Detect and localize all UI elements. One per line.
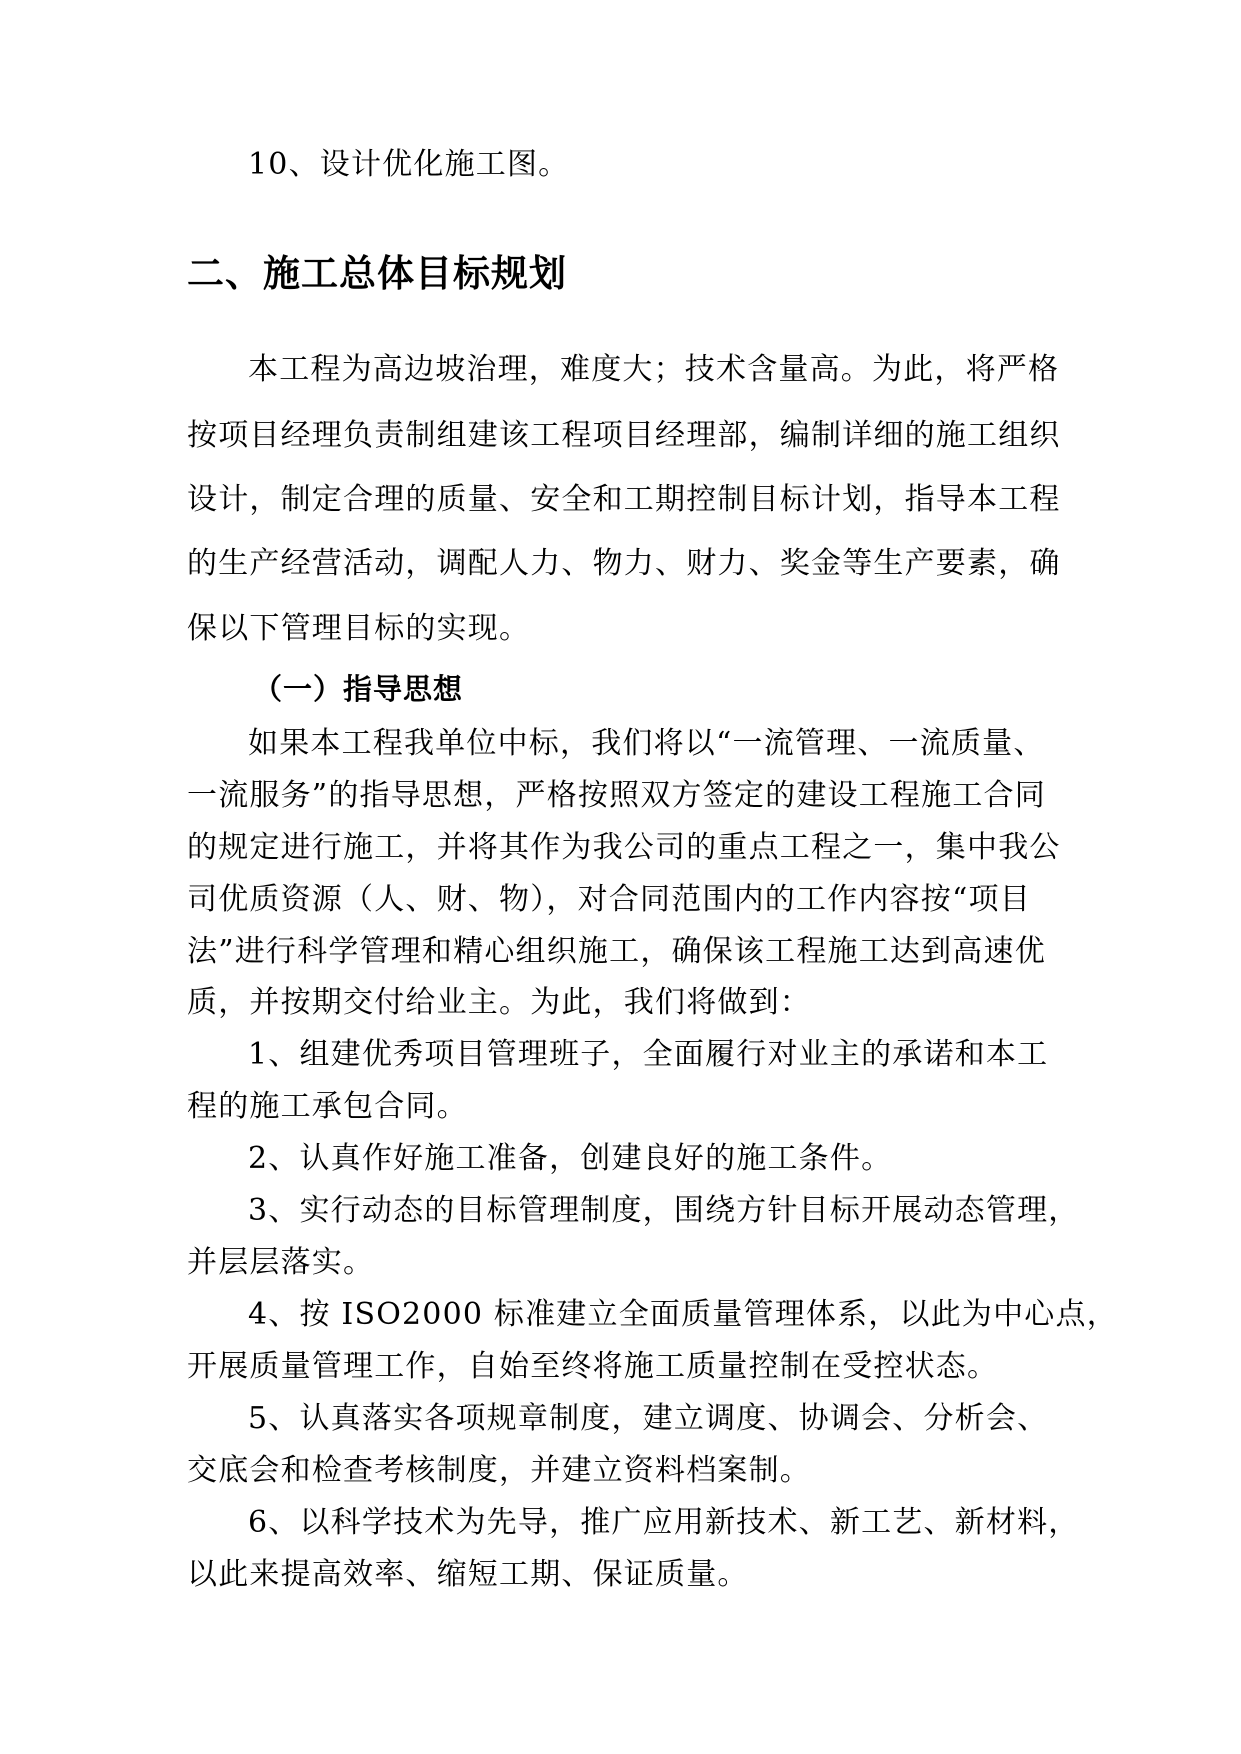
paragraph-line: 按项目经理负责制组建该工程项目经理部，编制详细的施工组织 (187, 418, 1061, 453)
list-item-line: 以此来提高效率、缩短工期、保证质量。 (187, 1557, 749, 1592)
paragraph-line: 设计，制定合理的质量、安全和工期控制目标计划，指导本工程 (187, 482, 1061, 517)
list-item-line: 交底会和检查考核制度，并建立资料档案制。 (187, 1453, 811, 1488)
list-item-line: 程的施工承包合同。 (187, 1089, 468, 1124)
paragraph-line: 保以下管理目标的实现。 (187, 611, 531, 646)
list-item-line: 并层层落实。 (187, 1245, 375, 1280)
list-item-line: 6、以科学技术为先导，推广应用新技术、新工艺、新材料， (248, 1505, 1080, 1540)
section-heading: 二、施工总体目标规划 (187, 252, 567, 295)
intro-item: 10、设计优化施工图。 (248, 147, 570, 182)
list-item-line: 开展质量管理工作，自始至终将施工质量控制在受控状态。 (187, 1349, 999, 1384)
paragraph-line: 如果本工程我单位中标，我们将以“一流管理、一流质量、 (248, 726, 1045, 761)
list-item-line: 3、实行动态的目标管理制度，围绕方针目标开展动态管理， (248, 1193, 1080, 1228)
subsection-heading: （一）指导思想 (253, 672, 464, 706)
paragraph-line: 本工程为高边坡治理，难度大；技术含量高。为此，将严格 (248, 352, 1060, 387)
paragraph-line: 一流服务”的指导思想，严格按照双方签定的建设工程施工合同 (187, 778, 1046, 813)
paragraph-line: 的规定进行施工，并将其作为我公司的重点工程之一，集中我公 (187, 830, 1061, 865)
paragraph-line: 法”进行科学管理和精心组织施工，确保该工程施工达到高速优 (187, 934, 1046, 969)
list-item-line: 1、组建优秀项目管理班子，全面履行对业主的承诺和本工 (248, 1037, 1049, 1072)
paragraph-line: 质，并按期交付给业主。为此，我们将做到： (187, 985, 811, 1020)
paragraph-line: 的生产经营活动，调配人力、物力、财力、奖金等生产要素，确 (187, 546, 1061, 581)
list-item-line: 2、认真作好施工准备，创建良好的施工条件。 (248, 1141, 893, 1176)
paragraph-line: 司优质资源（人、财、物），对合同范围内的工作内容按“项目 (187, 882, 1031, 917)
list-item-line: 4、按 ISO2000 标准建立全面质量管理体系，以此为中心点， (248, 1297, 1118, 1332)
list-item-line: 5、认真落实各项规章制度，建立调度、协调会、分析会、 (248, 1401, 1049, 1436)
